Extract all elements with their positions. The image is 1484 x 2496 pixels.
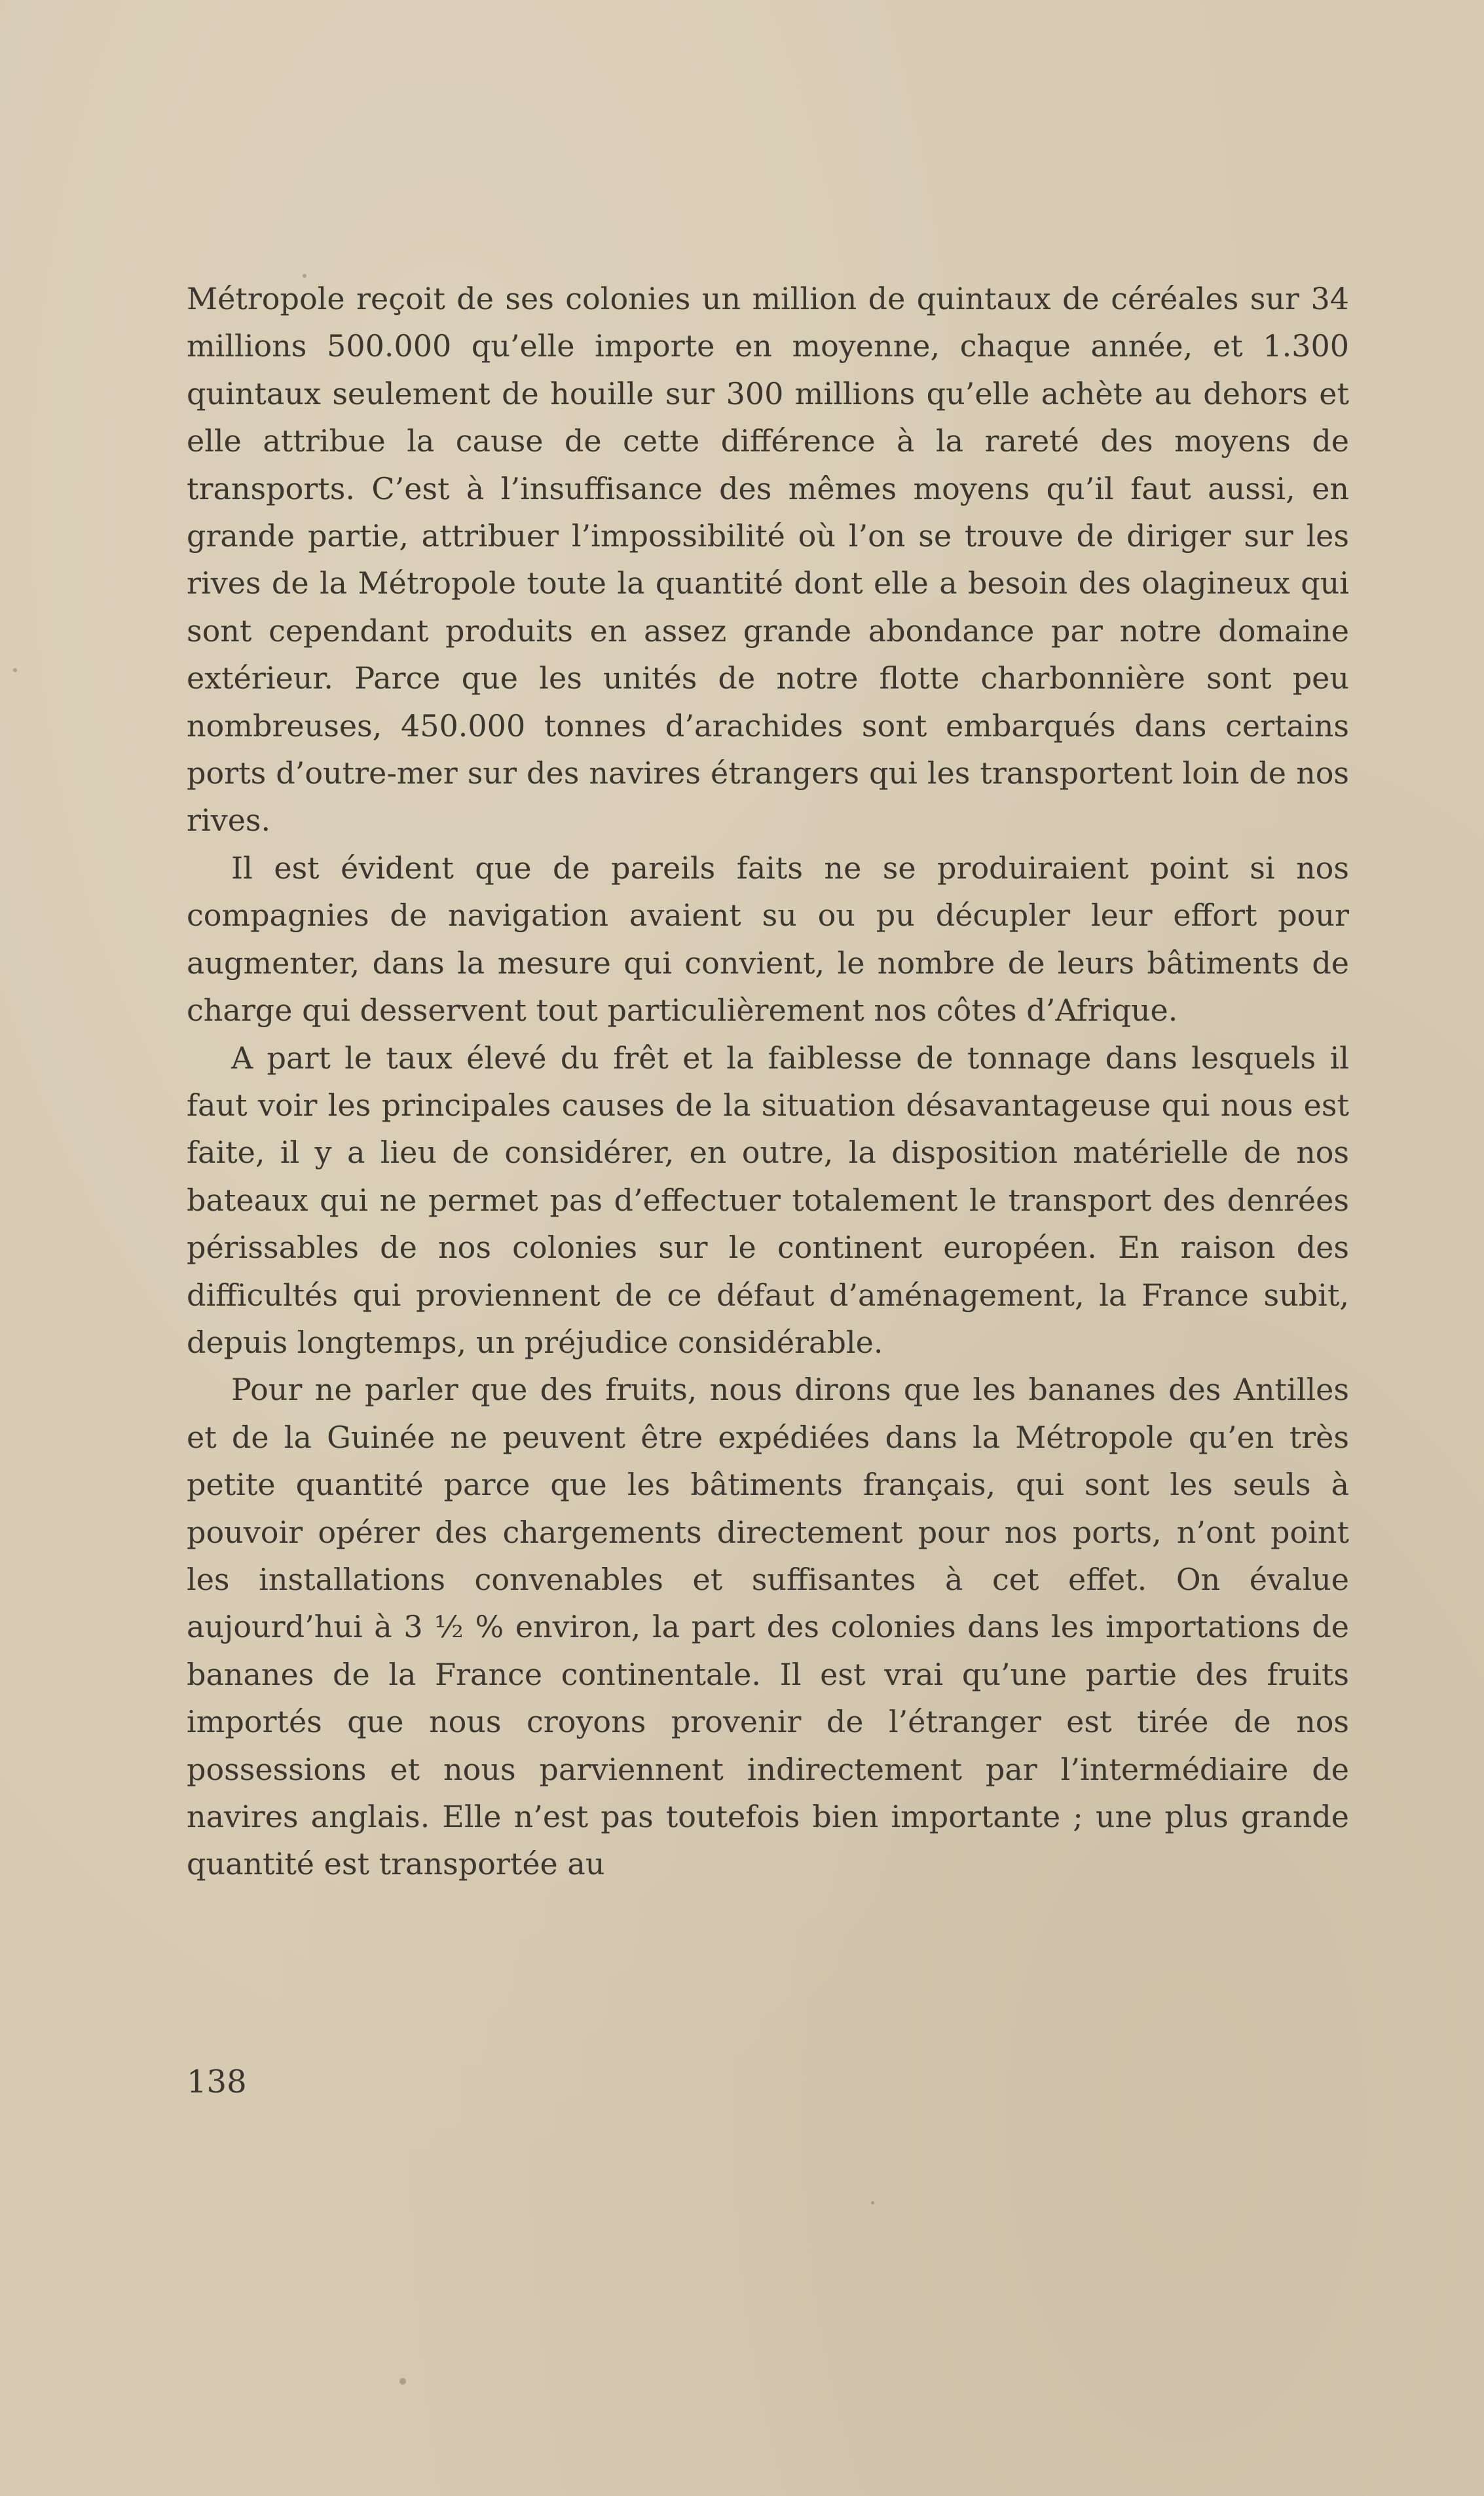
body-text: [187, 275, 1349, 1888]
paragraph: A part le taux élevé du frêt et la faiblesse de tonnage dans lesquels il faut voir les principales causes de la situation désavantageuse qui nous est faite, il y a lieu de considérer, en outre, la disposition matérielle de nos bateaux qui ne permet pas d’effectuer totalement le transport des denrées périssables de nos colonies sur le continent européen. En raison des difficultés qui proviennent de ce défaut d’aménagement, la France subit, depuis longtemps, un préjudice considérable.: [187, 1040, 1349, 1360]
paper-speck: [399, 2378, 406, 2385]
paragraph: Il est évident que de pareils faits ne se produiraient point si nos compagnies de navigation avaient su ou pu décupler leur effort pour augmenter, dans la mesure qui convient, le nombre de leurs bâtiments de charge qui desservent tout particulièrement nos côtes d’Afrique.: [187, 850, 1349, 1029]
paper-speck: [871, 2201, 874, 2204]
paragraph: Pour ne parler que des fruits, nous dirons que les bananes des Antilles et de la Guinée ne peuvent être expédiées dans la Métropole qu’en très petite quantité parce que les bâtiments français, qui sont les seuls à pouvoir opérer des chargements directement pour nos ports, n’ont point les installations convenables et suffisantes à cet effet. On évalue aujourd’hui à 3 ½ % environ, la part des colonies dans les importations de bananes de la France continentale. Il est vrai qu’une partie des fruits importés que nous croyons provenir de l’étranger est tirée de nos possessions et nous parviennent indirectement par l’intermédiaire de navires anglais. Elle n’est pas toutefois bien importante ; une plus grande quantité est transportée au: [187, 1372, 1349, 1882]
page-number: 138: [187, 2064, 247, 2100]
paragraph: Métropole reçoit de ses colonies un million de quintaux de céréales sur 34 millions 500.000 qu’elle importe en moyenne, chaque année, et 1.300 quintaux seulement de houille sur 300 millions qu’elle achète au dehors et elle attribue la cause de cette différence à la rareté des moyens de transports. C’est à l’insuffisance des mêmes moyens qu’il faut aussi, en grande partie, attribuer l’impossibilité où l’on se trouve de diriger sur les rives de la Métropole toute la quantité dont elle a besoin des olagineux qui sont cependant produits en assez grande abondance par notre domaine extérieur. Parce que les unités de notre flotte charbonnière sont peu nombreuses, 450.000 tonnes d’arachides sont embarqués dans certains ports d’outre-mer sur des navires étrangers qui les transportent loin de nos rives.: [187, 281, 1349, 839]
paper-speck: [13, 668, 17, 672]
